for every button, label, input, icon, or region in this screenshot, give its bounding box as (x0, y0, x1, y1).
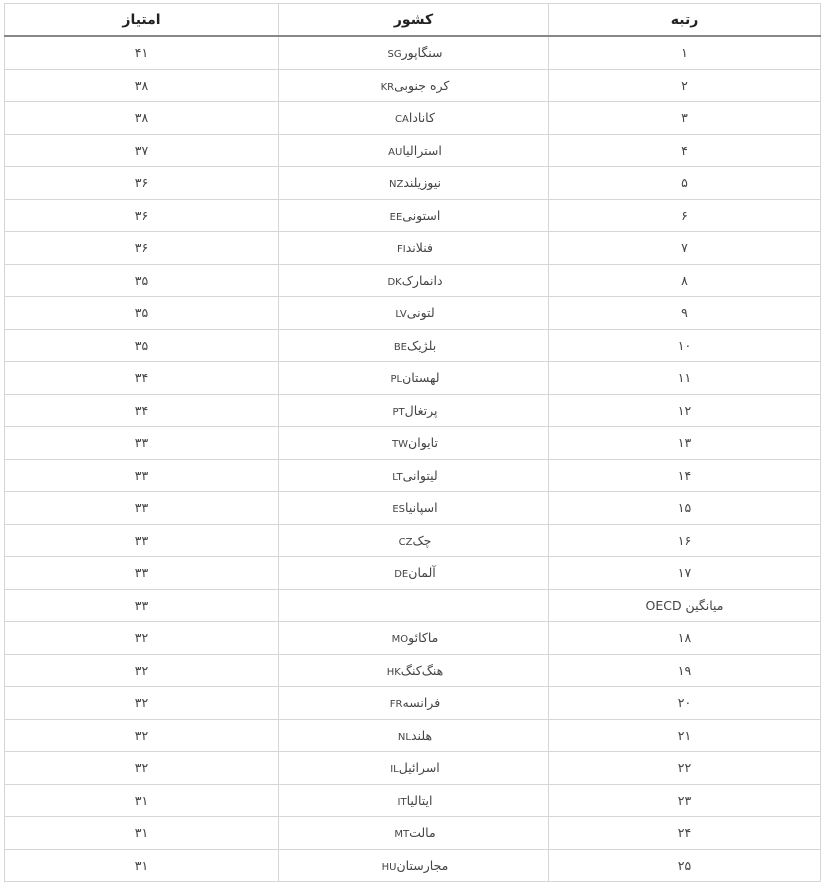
country-code: HU (381, 861, 397, 873)
country-name: کانادا (408, 110, 435, 126)
country-code: NL (397, 731, 411, 743)
table-body (5, 36, 821, 882)
header-score: امتیاز (5, 4, 279, 37)
rank-cell: ۹ (549, 297, 821, 330)
table-row (5, 199, 821, 232)
score-cell: ۳۸ (5, 102, 279, 135)
table-row (5, 622, 821, 655)
country-cell (279, 752, 549, 785)
country-cell (279, 524, 549, 557)
score-cell: ۳۶ (5, 199, 279, 232)
score-cell: ۳۵ (5, 297, 279, 330)
country-name: فنلاند (405, 240, 433, 256)
country-code: IL (390, 764, 399, 776)
country-code: MO (391, 634, 409, 646)
table-row (5, 102, 821, 135)
score-cell: ۳۴ (5, 362, 279, 395)
country-cell (279, 654, 549, 687)
rank-cell: ۸ (549, 264, 821, 297)
country-name: چک (412, 532, 432, 548)
country-name: فرانسه (402, 695, 441, 711)
rank-cell: ۲۴ (549, 817, 821, 850)
country-cell (279, 622, 549, 655)
country-name: تایوان (408, 435, 438, 451)
country-code: KR (380, 81, 395, 93)
country-cell (279, 459, 549, 492)
table-row (5, 849, 821, 882)
country-name: استرالیا (402, 142, 442, 158)
country-code: LT (392, 471, 403, 483)
country-name: پرتغال (404, 402, 438, 418)
rank-cell: ۱۵ (549, 492, 821, 525)
country-cell (279, 167, 549, 200)
score-cell: ۳۳ (5, 492, 279, 525)
country-code: FR (389, 699, 403, 711)
country-name: هلند (410, 727, 433, 743)
country-name: لتونی (406, 305, 435, 321)
rank-cell: ۱۴ (549, 459, 821, 492)
table-row (5, 232, 821, 265)
country-code: PL (390, 374, 403, 386)
table-row (5, 69, 821, 102)
rank-cell: ۱۸ (549, 622, 821, 655)
country-name: بلژیک (407, 337, 437, 353)
country-code: CA (395, 114, 409, 126)
country-cell (279, 849, 549, 882)
country-cell (279, 329, 549, 362)
score-cell: ۳۳ (5, 557, 279, 590)
score-cell: ۳۲ (5, 752, 279, 785)
country-code: TW (392, 439, 409, 451)
table-header (5, 4, 821, 37)
rank-cell: ۴ (549, 134, 821, 167)
country-cell (279, 36, 549, 69)
country-cell (279, 492, 549, 525)
country-code: EE (389, 211, 403, 223)
country-code: CZ (398, 536, 413, 548)
score-cell: ۳۳ (5, 459, 279, 492)
country-name: هنگ‌کنگ (400, 662, 444, 678)
score-cell: ۳۱ (5, 849, 279, 882)
table-row (5, 134, 821, 167)
score-cell: ۳۵ (5, 329, 279, 362)
country-name: کره جنوبی (394, 77, 450, 93)
rank-cell: ۱ (549, 36, 821, 69)
country-code: PT (392, 406, 405, 418)
country-code: IT (397, 796, 407, 808)
rank-cell: ۵ (549, 167, 821, 200)
table-row (5, 589, 821, 622)
country-cell (279, 199, 549, 232)
country-cell (279, 102, 549, 135)
country-cell (279, 362, 549, 395)
ranking-table (4, 3, 821, 882)
table-row (5, 459, 821, 492)
table-row (5, 784, 821, 817)
rank-cell: ۲۵ (549, 849, 821, 882)
table-row (5, 36, 821, 69)
country-cell (279, 297, 549, 330)
country-cell (279, 557, 549, 590)
table-row (5, 557, 821, 590)
country-name: استونی (402, 207, 441, 223)
country-code: FI (397, 244, 406, 256)
score-cell: ۳۲ (5, 654, 279, 687)
country-name: سنگاپور (401, 45, 443, 61)
rank-cell: ۲ (549, 69, 821, 102)
header-country: کشور (279, 4, 549, 37)
table-row (5, 817, 821, 850)
table-row (5, 524, 821, 557)
country-cell (279, 817, 549, 850)
rank-cell: ۱۰ (549, 329, 821, 362)
score-cell: ۳۱ (5, 784, 279, 817)
rank-cell: ۲۰ (549, 687, 821, 720)
score-cell: ۳۸ (5, 69, 279, 102)
country-code: MT (394, 829, 410, 841)
country-code: DE (394, 569, 409, 581)
country-code: AU (388, 146, 403, 158)
header-rank: رتبه (549, 4, 821, 37)
table-row (5, 492, 821, 525)
table-row (5, 654, 821, 687)
table-row (5, 687, 821, 720)
country-name: ماکائو (408, 630, 439, 646)
country-code: NZ (388, 179, 404, 191)
score-cell: ۳۲ (5, 622, 279, 655)
score-cell: ۳۲ (5, 719, 279, 752)
score-cell: ۳۲ (5, 687, 279, 720)
score-cell: ۳۷ (5, 134, 279, 167)
country-code: ES (392, 504, 406, 516)
country-name: دانمارک (401, 272, 443, 288)
table-row (5, 362, 821, 395)
score-cell: ۴۱ (5, 36, 279, 69)
country-cell (279, 394, 549, 427)
rank-cell: ۶ (549, 199, 821, 232)
country-name: نیوزیلند (403, 175, 442, 191)
table-row (5, 329, 821, 362)
header-row (5, 4, 821, 37)
country-code: HK (386, 666, 401, 678)
country-name: مالت (409, 825, 436, 841)
table-row (5, 297, 821, 330)
rank-cell: ۱۷ (549, 557, 821, 590)
table-row (5, 264, 821, 297)
rank-cell: ۲۳ (549, 784, 821, 817)
country-name: مجارستان (396, 857, 449, 873)
rank-cell: میانگین OECD (549, 589, 821, 622)
rank-cell: ۷ (549, 232, 821, 265)
rank-cell: ۱۹ (549, 654, 821, 687)
country-cell (279, 134, 549, 167)
country-cell (279, 687, 549, 720)
table-row (5, 167, 821, 200)
table-row (5, 752, 821, 785)
country-cell (279, 784, 549, 817)
country-name: ایتالیا (406, 792, 433, 808)
table-row (5, 394, 821, 427)
rank-cell: ۳ (549, 102, 821, 135)
country-code: BE (393, 341, 407, 353)
country-name: لهستان (402, 370, 440, 386)
score-cell: ۳۶ (5, 232, 279, 265)
country-code: DK (387, 276, 402, 288)
table-row (5, 427, 821, 460)
country-cell (279, 264, 549, 297)
country-name: اسپانیا (405, 500, 438, 516)
country-cell (279, 427, 549, 460)
table-row (5, 719, 821, 752)
country-name: اسرائیل (398, 760, 440, 776)
country-name: لیتوانی (402, 467, 438, 483)
ranking-table-container (4, 3, 820, 882)
rank-cell: ۱۱ (549, 362, 821, 395)
rank-cell: ۱۶ (549, 524, 821, 557)
country-code: LV (395, 309, 407, 321)
score-cell: ۳۳ (5, 589, 279, 622)
country-code: SG (387, 49, 402, 61)
country-name: آلمان (408, 565, 436, 581)
country-cell (279, 719, 549, 752)
country-cell (279, 69, 549, 102)
score-cell: ۳۳ (5, 524, 279, 557)
score-cell: ۳۴ (5, 394, 279, 427)
country-cell (279, 232, 549, 265)
rank-cell: ۱۳ (549, 427, 821, 460)
score-cell: ۳۱ (5, 817, 279, 850)
score-cell: ۳۳ (5, 427, 279, 460)
rank-cell: ۲۱ (549, 719, 821, 752)
country-cell (279, 589, 549, 622)
score-cell: ۳۶ (5, 167, 279, 200)
rank-cell: ۲۲ (549, 752, 821, 785)
rank-cell: ۱۲ (549, 394, 821, 427)
score-cell: ۳۵ (5, 264, 279, 297)
